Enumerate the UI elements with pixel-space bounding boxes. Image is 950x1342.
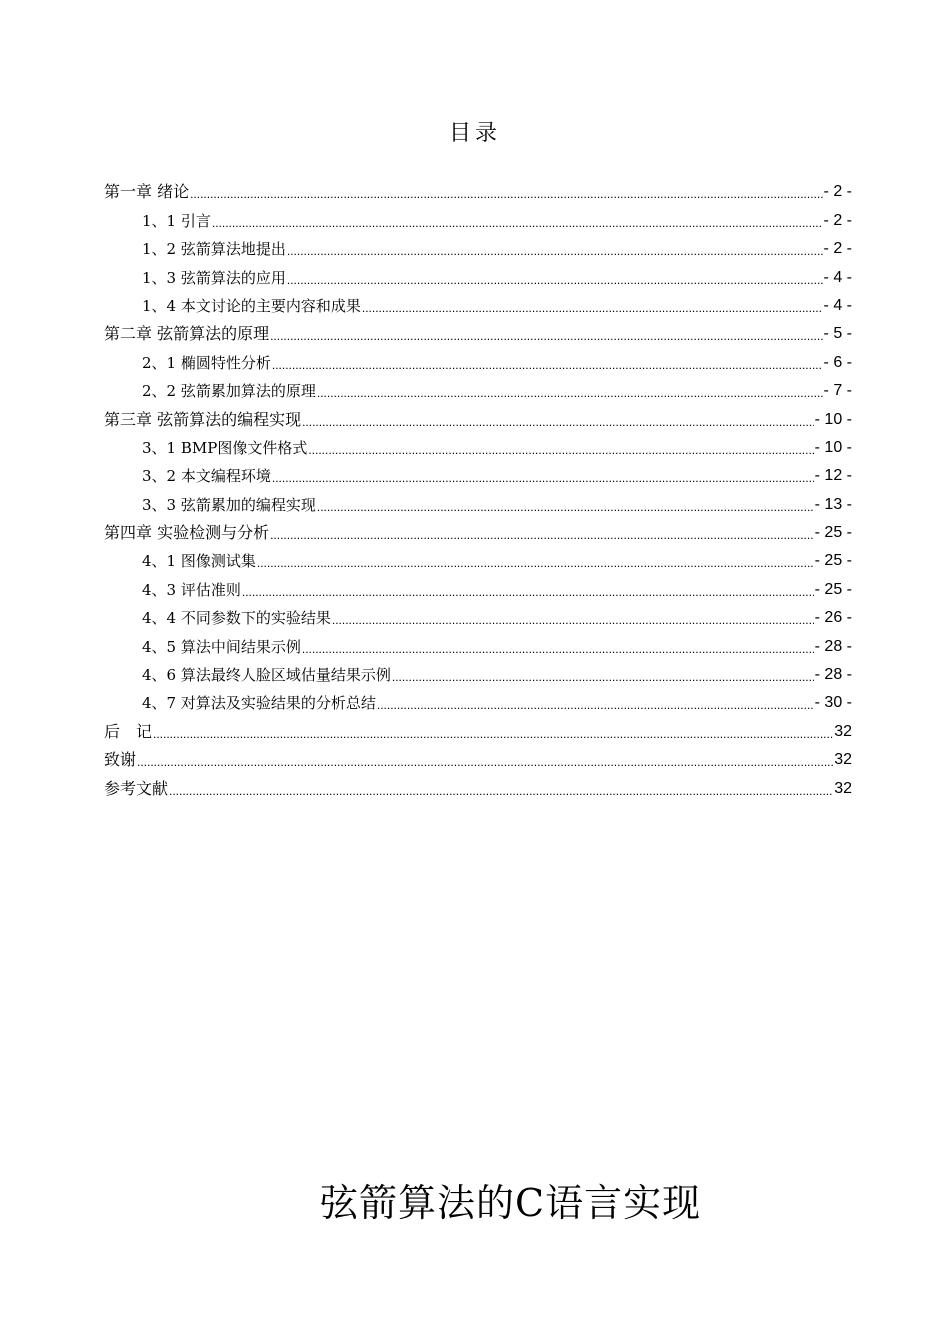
toc-section-entry[interactable] <box>104 202 852 230</box>
toc-dot-leader <box>270 328 822 344</box>
toc-page-number: - 2 - <box>823 240 852 258</box>
toc-entry-label: 3、3 弦箭累加的编程实现 <box>142 495 316 514</box>
toc-page-number: - 25 - <box>814 552 852 570</box>
toc-entry-label: 1、1 引言 <box>142 211 211 230</box>
toc-entry-label: 4、6 算法最终人脸区域估量结果示例 <box>142 666 391 685</box>
toc-dot-leader <box>272 357 823 373</box>
toc-entry-label: 第二章 弦箭算法的原理 <box>104 324 270 344</box>
toc-dot-leader <box>270 527 814 543</box>
toc-dot-leader <box>287 243 823 259</box>
toc-dot-leader <box>317 385 823 401</box>
toc-title: 目录 <box>448 121 501 146</box>
toc-entry-label: 第四章 实验检测与分析 <box>104 523 270 543</box>
toc-dot-leader <box>257 555 814 571</box>
toc-section-entry[interactable] <box>104 373 852 401</box>
toc-entry-label: 致谢 <box>104 750 137 770</box>
toc-entry-label: 4、5 算法中间结果示例 <box>142 637 301 656</box>
toc-section-entry[interactable] <box>104 259 852 287</box>
toc-page-number: - 10 - <box>814 438 852 456</box>
toc-section-entry[interactable] <box>104 657 852 685</box>
toc-section-entry[interactable] <box>104 430 852 458</box>
toc-entry-label: 3、2 本文编程环境 <box>142 467 271 486</box>
toc-entry-label: 4、3 评估准则 <box>142 580 241 599</box>
toc-page-number: 32 <box>834 751 852 769</box>
toc-page-number: - 4 - <box>823 268 852 286</box>
toc-page-number: 32 <box>834 779 852 797</box>
toc-page-number: - 26 - <box>814 609 852 627</box>
toc-dot-leader <box>308 442 813 458</box>
toc-chapter-entry[interactable] <box>104 770 852 798</box>
toc-page-number: - 25 - <box>814 524 852 542</box>
toc-page-number: - 28 - <box>814 637 852 655</box>
toc-page-number: - 10 - <box>814 410 852 428</box>
toc-entry-label: 2、1 椭圆特性分析 <box>142 353 271 372</box>
toc-chapter-entry[interactable] <box>104 401 852 429</box>
toc-page-number: - 7 - <box>823 382 852 400</box>
toc-dot-leader <box>242 584 814 600</box>
toc-dot-leader <box>190 186 822 202</box>
toc-dot-leader <box>377 697 814 713</box>
toc-page-number: - 25 - <box>814 580 852 598</box>
toc-entry-label: 第一章 绪论 <box>104 182 190 202</box>
toc-entry-label: 1、3 弦箭算法的应用 <box>142 268 286 287</box>
document-title: 弦箭算法的C语言实现 <box>320 1181 702 1225</box>
toc-page-number: - 6 - <box>823 353 852 371</box>
toc-chapter-entry[interactable] <box>104 742 852 770</box>
toc-page-number: - 2 - <box>823 211 852 229</box>
toc-dot-leader <box>362 300 823 316</box>
toc-chapter-entry[interactable] <box>104 174 852 202</box>
toc-page-number: - 12 - <box>814 467 852 485</box>
toc-dot-leader <box>317 499 814 515</box>
toc-entry-label: 1、2 弦箭算法地提出 <box>142 240 286 259</box>
toc-section-entry[interactable] <box>104 685 852 713</box>
toc-chapter-entry[interactable] <box>104 713 852 741</box>
toc-section-entry[interactable] <box>104 231 852 259</box>
toc-entry-label: 1、4 本文讨论的主要内容和成果 <box>142 296 361 315</box>
toc-page-number: - 30 - <box>814 694 852 712</box>
toc-page-number: - 5 - <box>823 325 852 343</box>
toc-dot-leader <box>287 272 823 288</box>
toc-dot-leader <box>169 783 833 799</box>
toc-page-number: - 4 - <box>823 296 852 314</box>
toc-dot-leader <box>272 470 814 486</box>
toc-entry-label: 3、1 BMP图像文件格式 <box>142 438 308 457</box>
toc-dot-leader <box>392 669 814 685</box>
toc-dot-leader <box>302 414 814 430</box>
toc-dot-leader <box>212 215 823 231</box>
toc-chapter-entry[interactable] <box>104 316 852 344</box>
toc-page-number: 32 <box>834 722 852 740</box>
toc-chapter-entry[interactable] <box>104 515 852 543</box>
toc-section-entry[interactable] <box>104 571 852 599</box>
toc-section-entry[interactable] <box>104 543 852 571</box>
toc-entry-label: 2、2 弦箭累加算法的原理 <box>142 382 316 401</box>
toc-section-entry[interactable] <box>104 628 852 656</box>
toc-section-entry[interactable] <box>104 600 852 628</box>
toc-section-entry[interactable] <box>104 288 852 316</box>
toc-entry-label: 参考文献 <box>104 778 169 798</box>
toc-section-entry[interactable] <box>104 486 852 514</box>
toc-entry-label: 4、1 图像测试集 <box>142 552 256 571</box>
toc-dot-leader <box>302 641 814 657</box>
toc-entry-label: 后 记 <box>104 721 153 741</box>
toc-section-entry[interactable] <box>104 344 852 372</box>
table-of-contents <box>104 174 852 799</box>
toc-entry-label: 4、4 不同参数下的实验结果 <box>142 609 331 628</box>
toc-dot-leader <box>153 726 833 742</box>
toc-entry-label: 4、7 对算法及实验结果的分析总结 <box>142 694 376 713</box>
toc-page-number: - 2 - <box>823 183 852 201</box>
toc-dot-leader <box>332 612 814 628</box>
toc-dot-leader <box>137 754 833 770</box>
toc-page-number: - 13 - <box>814 495 852 513</box>
toc-section-entry[interactable] <box>104 458 852 486</box>
toc-entry-label: 第三章 弦箭算法的编程实现 <box>104 409 302 429</box>
toc-page-number: - 28 - <box>814 666 852 684</box>
